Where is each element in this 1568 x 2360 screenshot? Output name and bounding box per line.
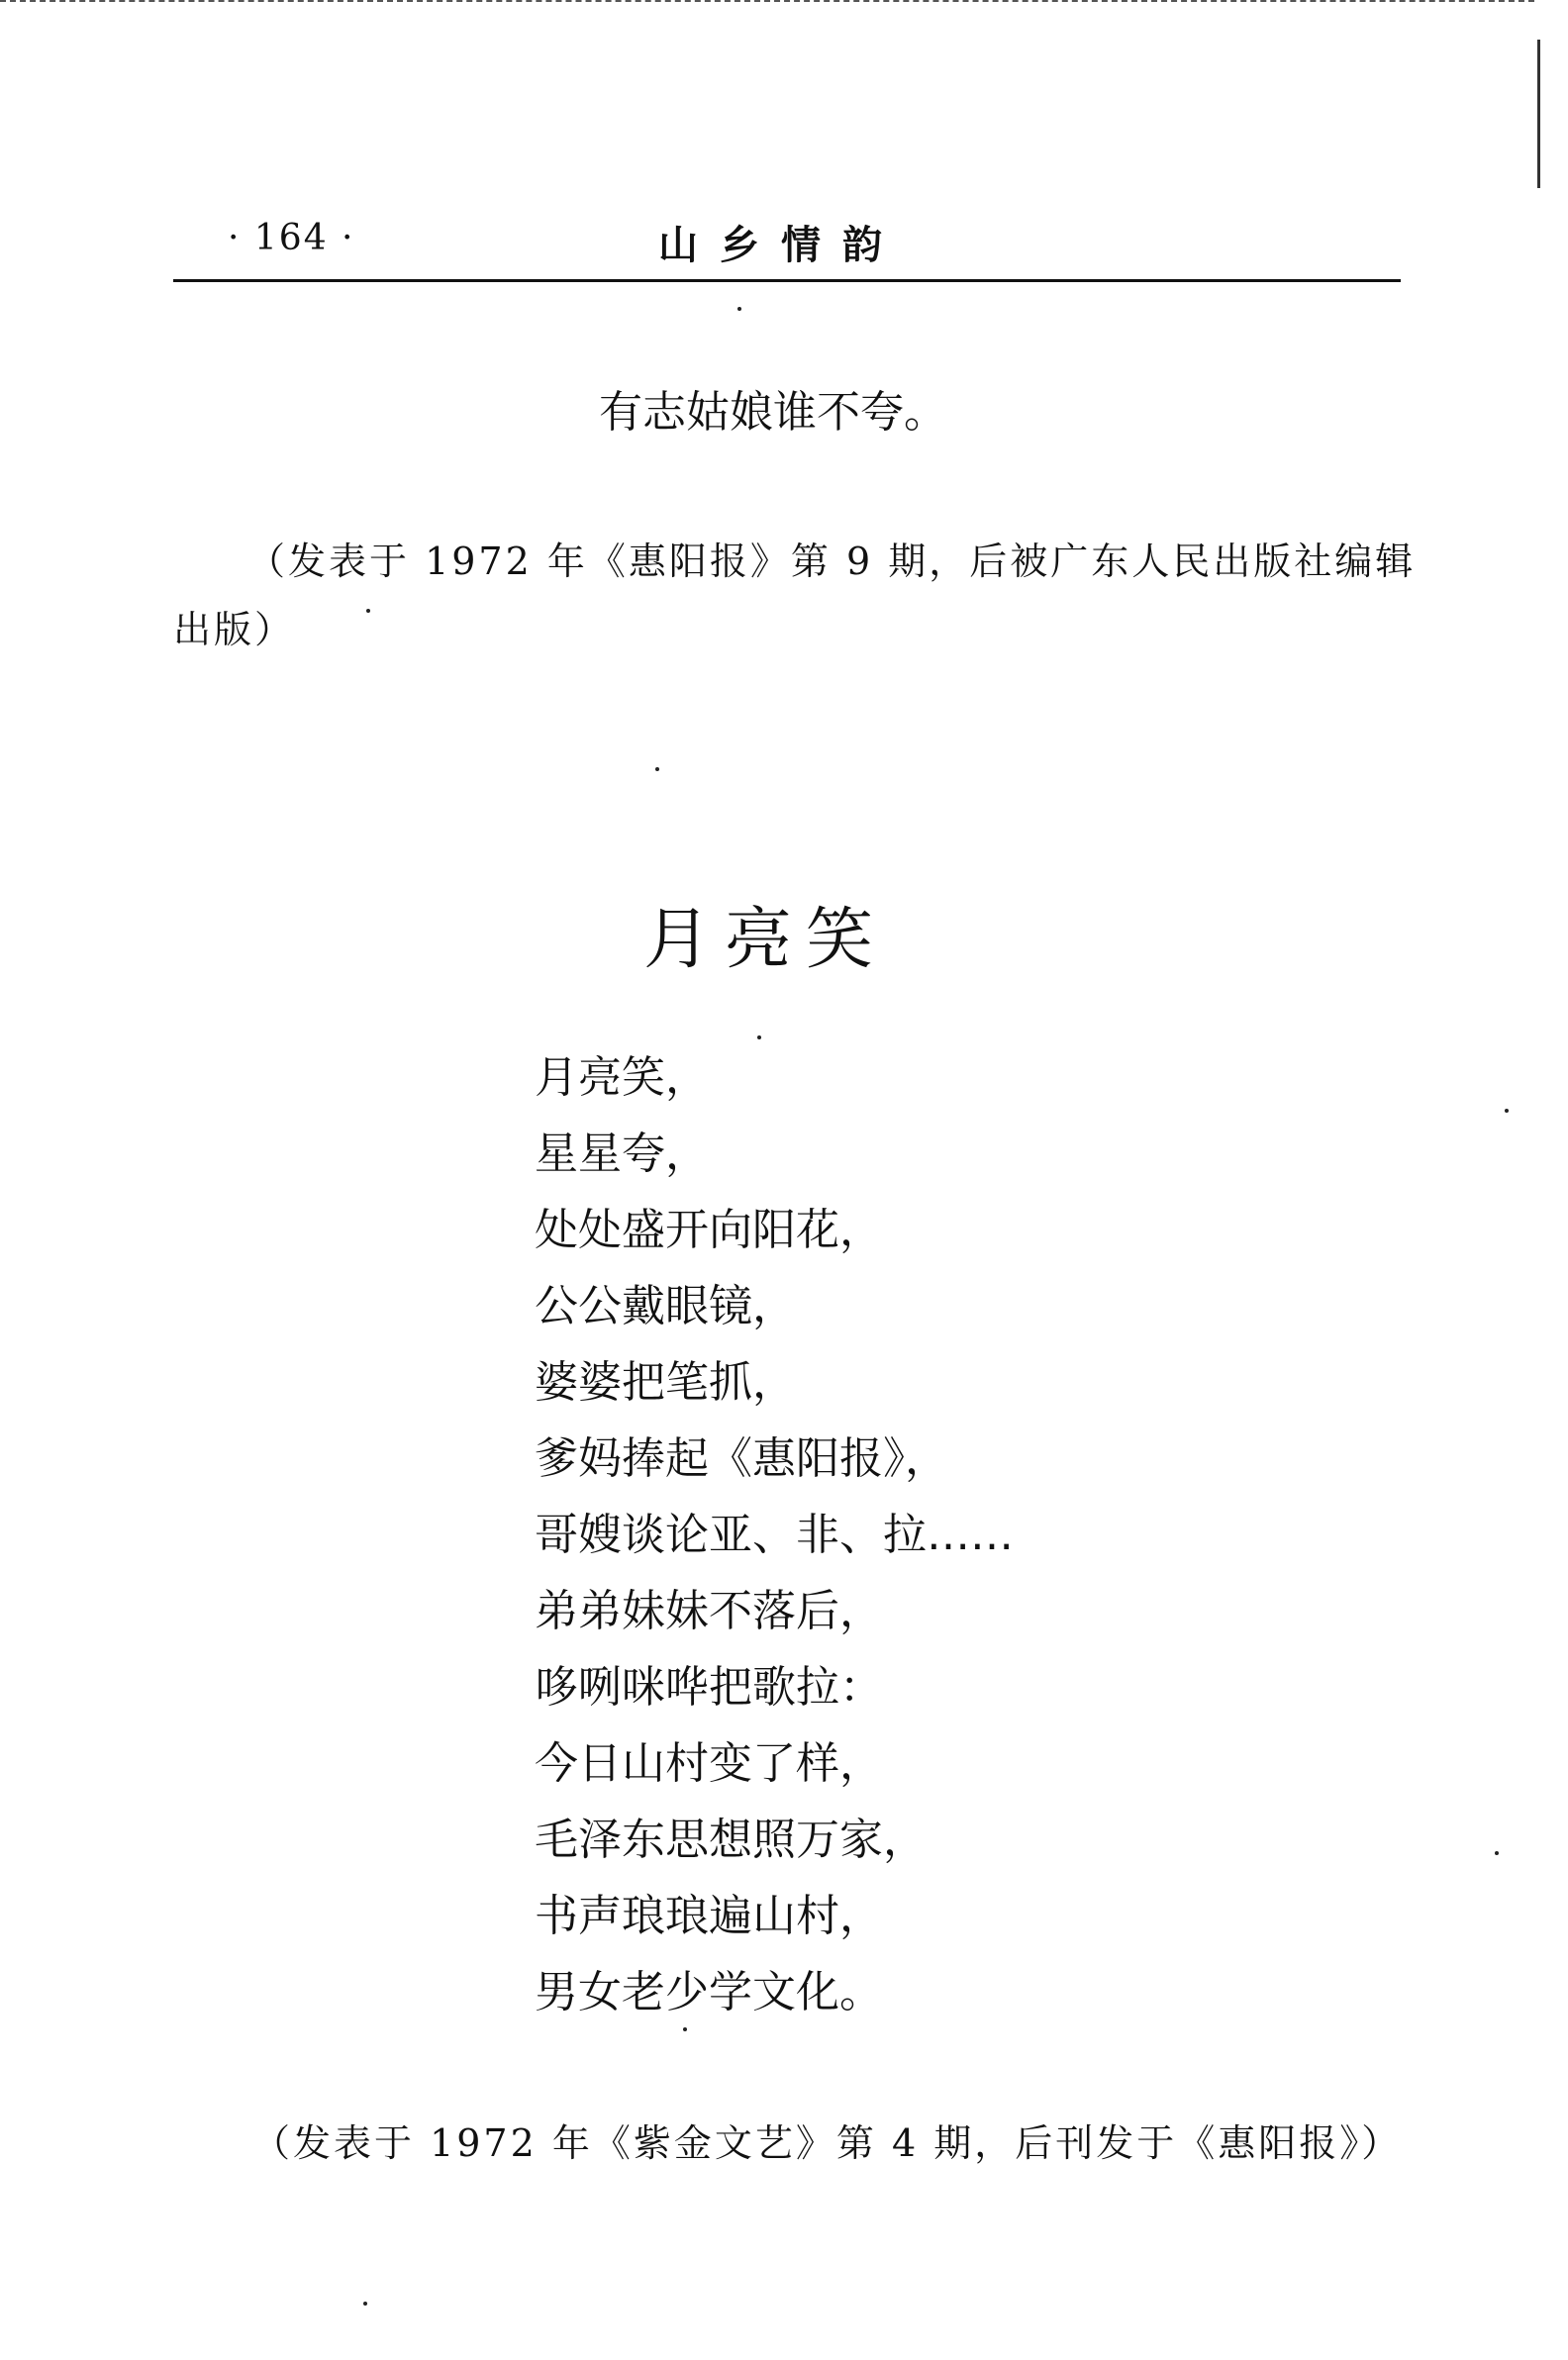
scan-speck — [1505, 1109, 1509, 1113]
verse-line: 今日山村变了样， — [535, 1738, 883, 1789]
verse-line: 爹妈捧起《惠阳报》， — [535, 1433, 948, 1484]
verse-line: 哆咧咪哗把歌拉： — [535, 1662, 883, 1713]
previous-poem-last-line: 有志姑娘谁不夸。 — [599, 387, 947, 438]
scan-edge-right — [1537, 40, 1540, 188]
scan-speck — [737, 307, 741, 311]
scan-speck — [757, 1035, 761, 1039]
verse-line: 月亮笑， — [535, 1052, 709, 1103]
running-title: 山乡情韵 — [658, 222, 904, 268]
poem-source-note: （发表于 1972 年《紫金文艺》第 4 期，后刊发于《惠阳报》） — [252, 2121, 1403, 2165]
source-note-line-2: 出版） — [173, 608, 296, 651]
page-number: · 164 · — [228, 218, 355, 258]
verse-line: 哥嫂谈论亚、非、拉…… — [535, 1510, 1014, 1560]
verse-line: 弟弟妹妹不落后， — [535, 1586, 883, 1636]
verse-line: 处处盛开向阳花， — [535, 1205, 883, 1255]
scan-speck — [366, 609, 370, 613]
scan-speck — [683, 2027, 687, 2031]
verse-line: 星星夸， — [535, 1129, 709, 1179]
verse-line: 公公戴眼镜， — [535, 1281, 796, 1331]
scan-speck — [1495, 1851, 1499, 1855]
poem-title: 月亮笑 — [643, 901, 888, 979]
source-note-line-1: （发表于 1972 年《惠阳报》第 9 期，后被广东人民出版社编辑 — [247, 540, 1417, 583]
scan-speck — [363, 2302, 367, 2306]
page-header — [173, 208, 1401, 277]
header-rule — [173, 279, 1401, 282]
scan-speck — [655, 767, 659, 771]
verse-line: 书声琅琅遍山村， — [535, 1891, 883, 1941]
verse-line: 毛泽东思想照万家， — [535, 1815, 927, 1865]
verse-line: 婆婆把笔抓， — [535, 1357, 796, 1408]
verse-line: 男女老少学文化。 — [535, 1967, 883, 2017]
scan-edge-top — [0, 0, 1534, 8]
